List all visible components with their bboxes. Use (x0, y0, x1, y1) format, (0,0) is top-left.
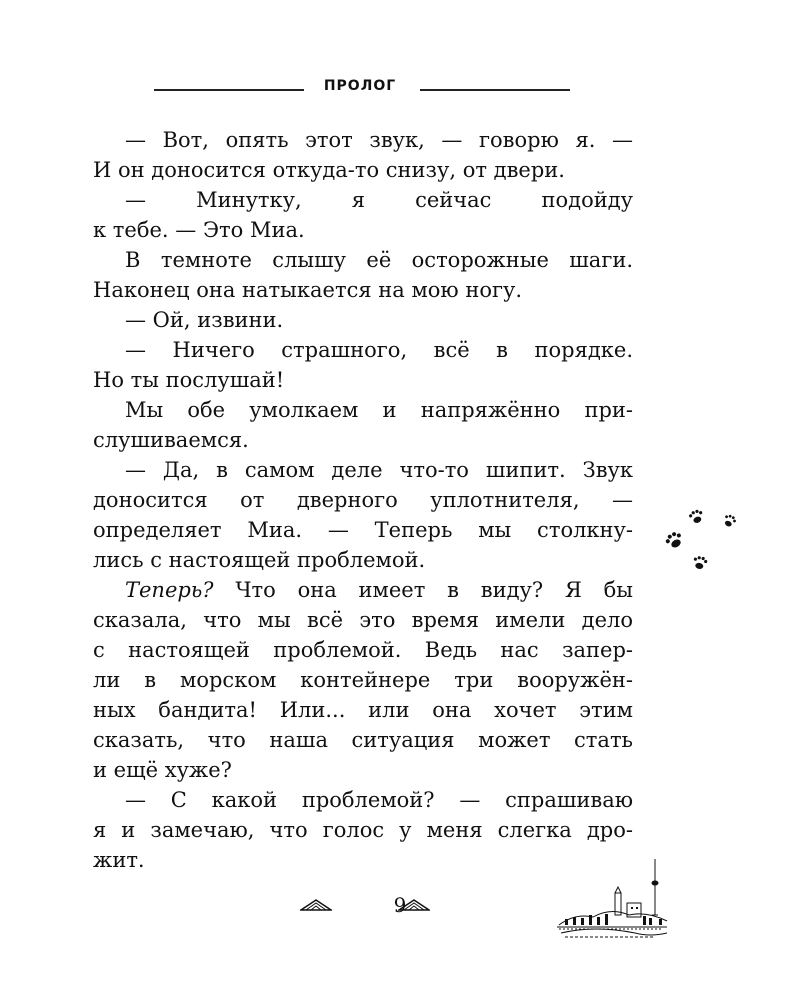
text-line (93, 485, 633, 515)
text-line (93, 125, 633, 155)
text-line (93, 755, 633, 785)
header-rule-right (420, 89, 570, 91)
text-line (93, 575, 633, 605)
text-line (93, 725, 633, 755)
text-line-content: Что она имеет в виду? Я бы (235, 578, 633, 602)
text-line-content: сказала, что мы всё это время имели дело (93, 608, 633, 632)
text-line-content: ных бандита! Или... или она хочет этим (93, 698, 633, 722)
footer-ornament-left-icon (300, 898, 332, 912)
paw-prints-icon (660, 508, 740, 578)
running-header (150, 78, 570, 100)
chapter-title: ПРОЛОГ (323, 78, 397, 94)
text-line (93, 245, 633, 275)
text-line (93, 665, 633, 695)
text-line-content: — Ничего страшного, всё в порядке. (125, 338, 633, 362)
text-line-content: к тебе. — Это Миа. (93, 218, 305, 242)
emphasis-text: Теперь? (125, 578, 214, 602)
text-line-content: с настоящей проблемой. Ведь нас запер- (93, 638, 633, 662)
footer-ornament-right-icon (398, 898, 430, 912)
text-line (93, 275, 633, 305)
text-line-content: я и замечаю, что голос у меня слегка дро- (93, 818, 633, 842)
text-line-content: определяет Миа. — Теперь мы столкну- (93, 518, 633, 542)
page-number: 9 (393, 893, 407, 917)
text-line-content: — Да, в самом деле что-то шипит. Звук (125, 458, 633, 482)
text-line-content: сказать, что наша ситуация может стать (93, 728, 633, 752)
text-line (93, 635, 633, 665)
text-line (93, 215, 633, 245)
body-text (93, 125, 633, 875)
text-line (93, 155, 633, 185)
text-line (93, 335, 633, 365)
text-line-content: и ещё хуже? (93, 758, 232, 782)
text-line-content: И он доносится откуда-то снизу, от двери. (93, 158, 565, 182)
text-line (93, 425, 633, 455)
text-line (93, 545, 633, 575)
text-line (93, 395, 633, 425)
text-line (93, 185, 633, 215)
text-line-content: — Минутку, я сейчас подойду (125, 188, 633, 212)
text-line-content: Мы обе умолкаем и напряжённо при- (125, 398, 633, 422)
text-line-content: жит. (93, 848, 145, 872)
text-line-content: Но ты послушай! (93, 368, 285, 392)
text-line (93, 455, 633, 485)
text-line (93, 815, 633, 845)
text-line (93, 515, 633, 545)
text-line-content: — С какой проблемой? — спрашиваю (125, 788, 633, 812)
text-line-content: — Ой, извини. (125, 308, 284, 332)
text-line (93, 695, 633, 725)
text-line-content: В темноте слышу её осторожные шаги. (125, 248, 633, 272)
text-line-content: ли в морском контейнере три вооружён- (93, 668, 633, 692)
text-line (93, 365, 633, 395)
text-line (93, 605, 633, 635)
city-skyline-illustration (555, 855, 670, 945)
text-line-content: лись с настоящей проблемой. (93, 548, 426, 572)
text-line-content: Наконец она натыкается на мою ногу. (93, 278, 523, 302)
text-line-content: — Вот, опять этот звук, — говорю я. — (125, 128, 633, 152)
text-line-content: доносится от дверного уплотнителя, — (93, 488, 633, 512)
text-line (93, 845, 633, 875)
text-line-content: слушиваемся. (93, 428, 249, 452)
text-line (93, 785, 633, 815)
text-line (93, 305, 633, 335)
